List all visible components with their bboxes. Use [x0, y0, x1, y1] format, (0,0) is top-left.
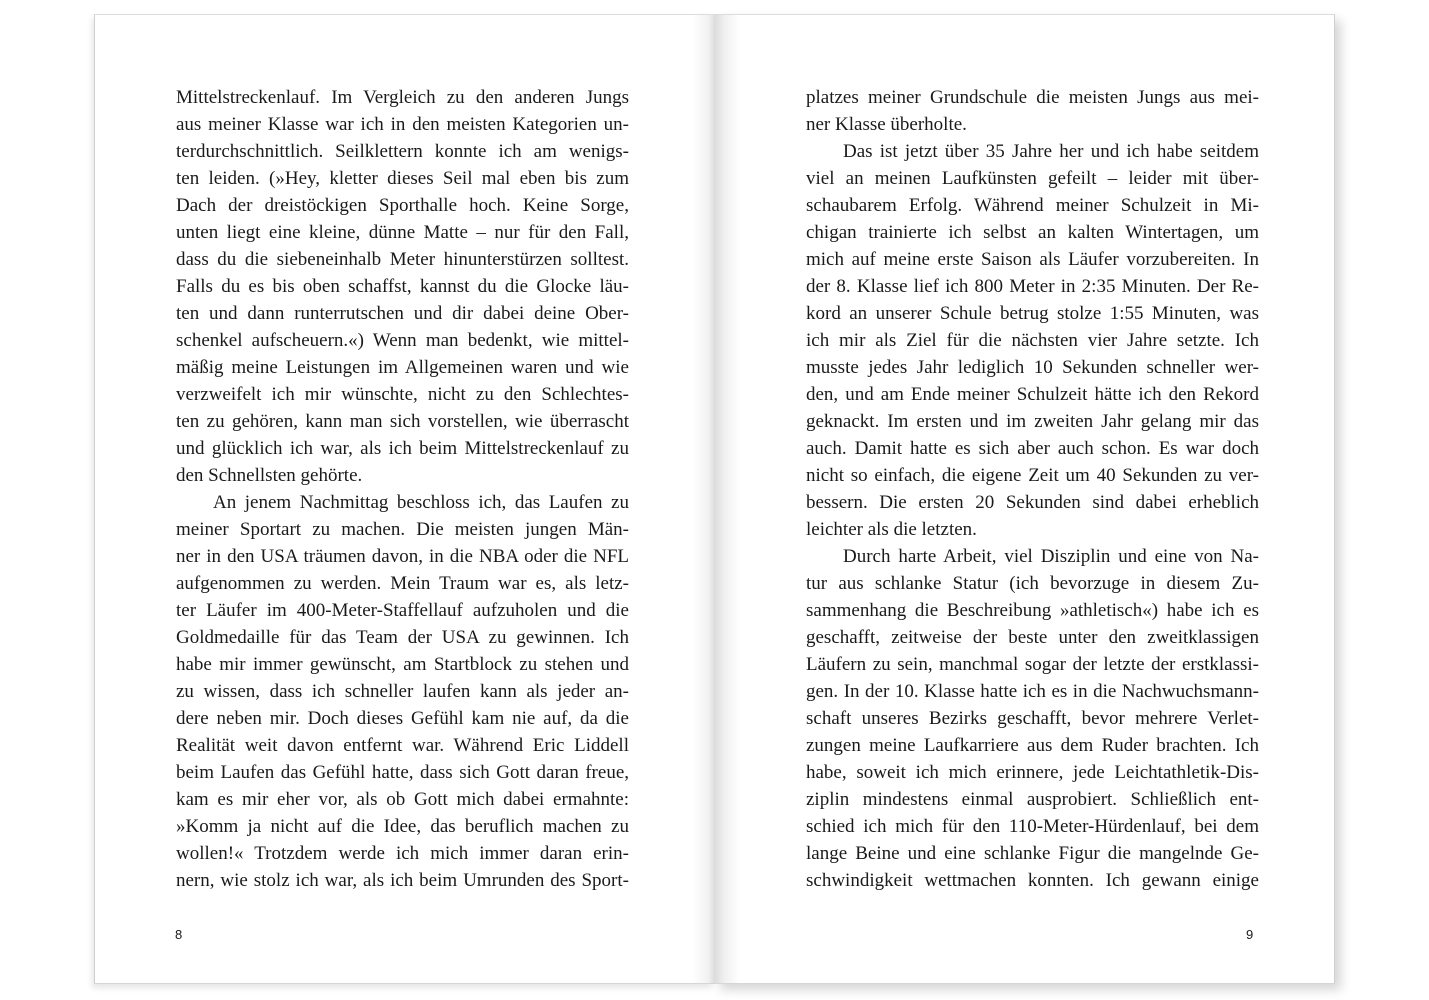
- text-line: wollen!« Trotzdem werde ich mich immer daran erin-: [176, 843, 629, 864]
- text-line: Dach der dreistöckigen Sporthalle hoch. Keine Sorge,: [176, 195, 629, 216]
- text-line: mäßig meine Leistungen im Allgemeinen waren und wie: [176, 357, 629, 378]
- book-spread: [94, 14, 1335, 984]
- text-line: Goldmedaille für das Team der USA zu gewinnen. Ich: [176, 627, 629, 648]
- text-line: kord an unserer Schule betrug stolze 1:55 Minuten, was: [806, 303, 1259, 324]
- text-line: platzes meiner Grundschule die meisten Jungs aus mei-: [806, 87, 1259, 108]
- text-line: mich auf meine erste Saison als Läufer vorzubereiten. In: [806, 249, 1259, 270]
- text-line: ich mir als Ziel für die nächsten vier Jahre setzte. Ich: [806, 330, 1259, 351]
- text-line: habe mir immer gewünscht, am Startblock zu stehen und: [176, 654, 629, 675]
- text-line: zu wissen, dass ich schneller laufen kann als jeder an-: [176, 681, 629, 702]
- text-line: aufgenommen zu werden. Mein Traum war es, als letz-: [176, 573, 629, 594]
- left-page: [94, 14, 714, 984]
- text-line: Realität weit davon entfernt war. Während Eric Liddell: [176, 735, 629, 756]
- text-line: viel an meinen Laufkünsten gefeilt – leider mit über-: [806, 168, 1259, 189]
- text-line: ten und dann runterrutschen und dir dabei deine Ober-: [176, 303, 629, 324]
- text-line: ziplin mindestens einmal ausprobiert. Schließlich ent-: [806, 789, 1259, 810]
- text-line: verzweifelt ich mir wünschte, nicht zu den Schlechtes-: [176, 384, 629, 405]
- text-line: nern, wie stolz ich war, als ich beim Umrunden des Sport-: [176, 870, 629, 891]
- text-line: aus meiner Klasse war ich in den meisten Kategorien un-: [176, 114, 629, 135]
- text-line: musste jedes Jahr lediglich 10 Sekunden schneller wer-: [806, 357, 1259, 378]
- text-line: beim Laufen das Gefühl hatte, dass sich Gott daran freue,: [176, 762, 629, 783]
- text-line: schaubarem Erfolg. Während meiner Schulzeit in Mi-: [806, 195, 1259, 216]
- text-line: auch. Damit hatte es sich aber auch schon. Es war doch: [806, 438, 1259, 459]
- text-line: chigan trainierte ich selbst an kalten Wintertagen, um: [806, 222, 1259, 243]
- text-line: terdurchschnittlich. Seilklettern konnte ich am wenigs-: [176, 141, 629, 162]
- text-line: den, und am Ende meiner Schulzeit hätte ich den Rekord: [806, 384, 1259, 405]
- text-line: Falls du es bis oben schaffst, kannst du die Glocke läu-: [176, 276, 629, 297]
- text-line: ner Klasse überholte.: [806, 114, 967, 135]
- right-page: [714, 14, 1335, 984]
- text-line: bessern. Die ersten 20 Sekunden sind dabei erheblich: [806, 492, 1259, 513]
- page-number: 8: [175, 927, 183, 942]
- gutter-shadow: [714, 15, 740, 983]
- text-line: Das ist jetzt über 35 Jahre her und ich habe seitdem: [843, 141, 1259, 162]
- text-line: An jenem Nachmittag beschloss ich, das Laufen zu: [213, 492, 629, 513]
- text-line: den Schnellsten gehörte.: [176, 465, 363, 486]
- text-line: leichter als die letzten.: [806, 519, 977, 540]
- text-line: schaft unseres Bezirks geschafft, bevor mehrere Verlet-: [806, 708, 1259, 729]
- text-line: geknackt. Im ersten und im zweiten Jahr gelang mir das: [806, 411, 1259, 432]
- text-line: Mittelstreckenlauf. Im Vergleich zu den anderen Jungs: [176, 87, 629, 108]
- text-line: schied ich mich für den 110-Meter-Hürdenlauf, bei dem: [806, 816, 1259, 837]
- text-line: Läufern zu sein, manchmal sogar der letzte der erstklassi-: [806, 654, 1259, 675]
- left-page-text: [176, 84, 629, 894]
- text-line: Durch harte Arbeit, viel Disziplin und eine von Na-: [843, 546, 1259, 567]
- text-line: ten leiden. (»Hey, kletter dieses Seil mal eben bis zum: [176, 168, 629, 189]
- text-line: ner in den USA träumen davon, in die NBA oder die NFL: [176, 546, 629, 567]
- text-line: meiner Sportart zu machen. Die meisten jungen Män-: [176, 519, 629, 540]
- text-line: nicht so einfach, die eigene Zeit um 40 Sekunden zu ver-: [806, 465, 1259, 486]
- text-line: lange Beine und eine schlanke Figur die mangelnde Ge-: [806, 843, 1259, 864]
- text-line: dass du die siebeneinhalb Meter hinunterstürzen solltest.: [176, 249, 629, 270]
- text-line: gen. In der 10. Klasse hatte ich es in die Nachwuchsmann-: [806, 681, 1259, 702]
- right-page-text: [806, 84, 1259, 894]
- text-line: dere neben mir. Doch dieses Gefühl kam nie auf, da die: [176, 708, 629, 729]
- text-line: unten liegt eine kleine, dünne Matte – nur für den Fall,: [176, 222, 629, 243]
- text-line: ten zu gehören, kann man sich vorstellen, wie überrascht: [176, 411, 629, 432]
- page-number: 9: [1246, 927, 1254, 942]
- text-line: der 8. Klasse lief ich 800 Meter in 2:35 Minuten. Der Re-: [806, 276, 1259, 297]
- text-line: schwindigkeit wettmachen konnten. Ich gewann einige: [806, 870, 1259, 891]
- text-line: zungen meine Laufkarriere aus dem Ruder brachten. Ich: [806, 735, 1259, 756]
- text-line: habe, soweit ich mich erinnere, jede Leichtathletik-Dis-: [806, 762, 1259, 783]
- text-line: sammenhang die Beschreibung »athletisch«) habe ich es: [806, 600, 1259, 621]
- text-line: schenkel aufscheuern.«) Wenn man bedenkt, wie mittel-: [176, 330, 629, 351]
- gutter-shadow: [692, 15, 714, 983]
- text-line: tur aus schlanke Statur (ich bevorzuge in diesem Zu-: [806, 573, 1259, 594]
- text-line: und glücklich ich war, als ich beim Mittelstreckenlauf zu: [176, 438, 629, 459]
- text-line: »Komm ja nicht auf die Idee, das beruflich machen zu: [176, 816, 629, 837]
- text-line: geschafft, zeitweise der beste unter den zweitklassigen: [806, 627, 1259, 648]
- text-line: kam es mir eher vor, als ob Gott mich dabei ermahnte:: [176, 789, 629, 810]
- text-line: ter Läufer im 400-Meter-Staffellauf aufzuholen und die: [176, 600, 629, 621]
